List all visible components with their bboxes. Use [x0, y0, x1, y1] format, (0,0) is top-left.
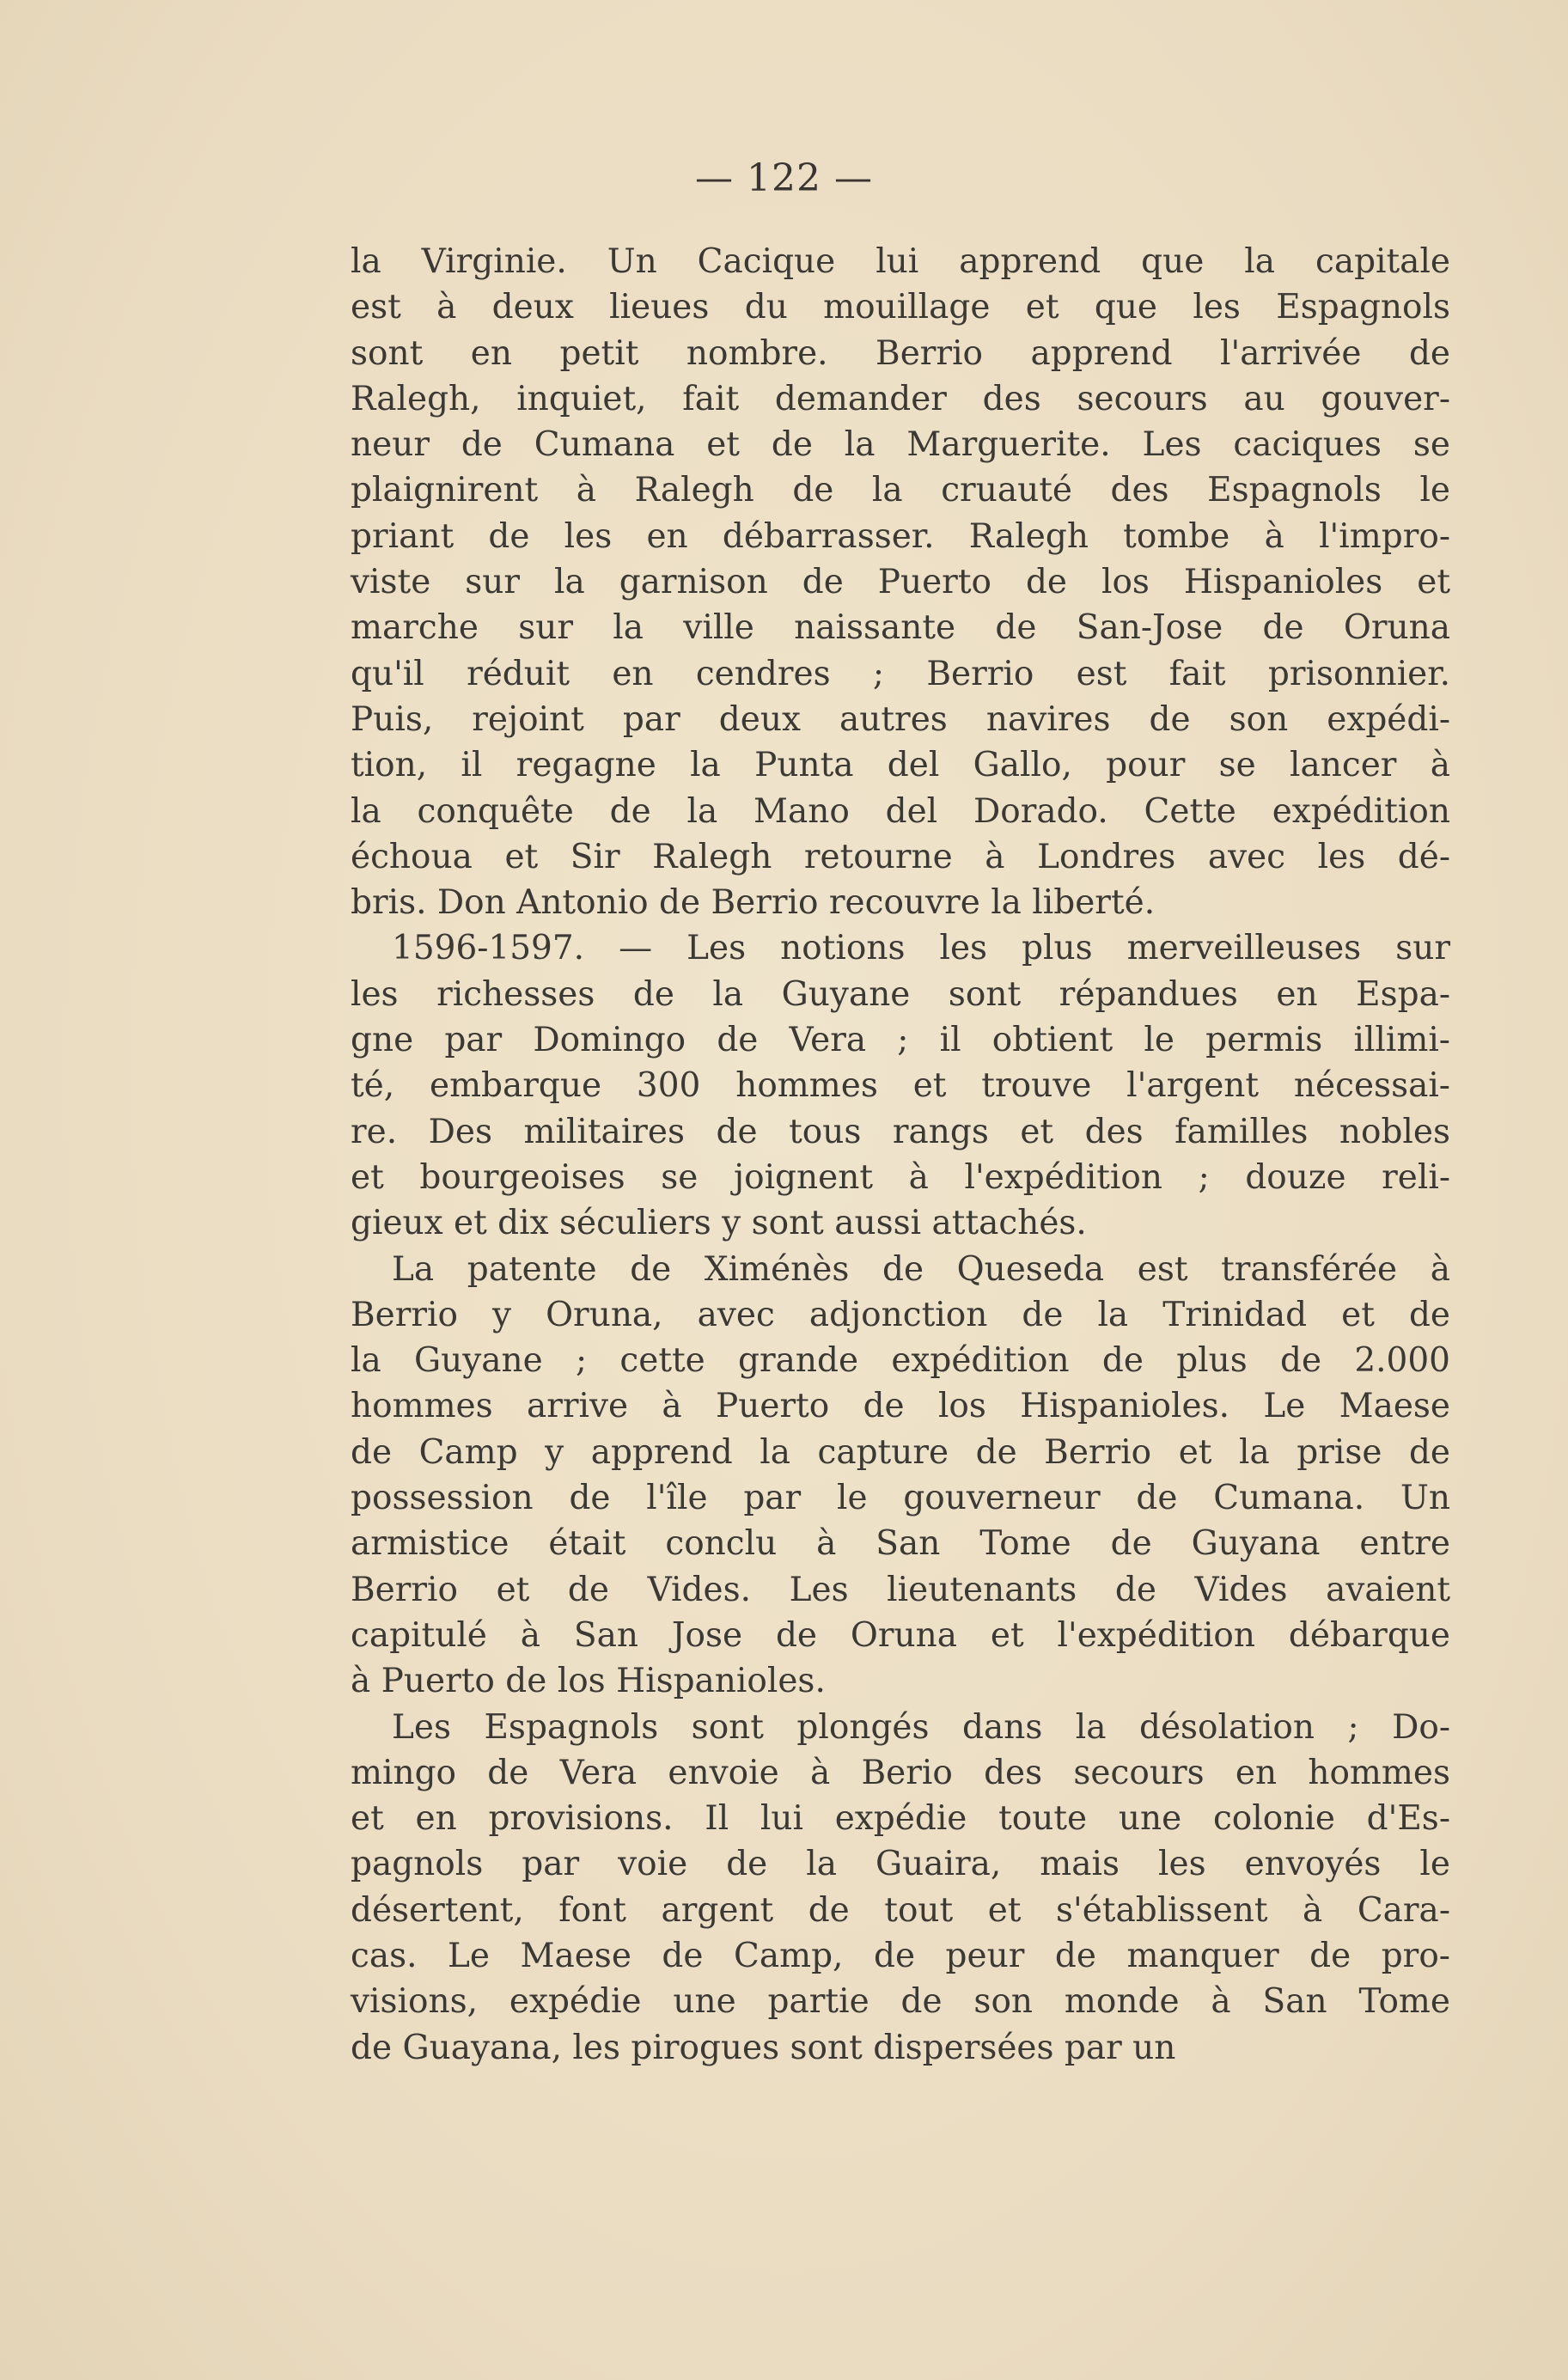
- text-line: la conquête de la Mano del Dorado. Cette expédition: [351, 791, 1450, 831]
- text-line: té, embarque 300 hommes et trouve l'argent nécessai-: [351, 1066, 1450, 1106]
- text-line: capitulé à San Jose de Oruna et l'expédition débarque: [351, 1615, 1450, 1655]
- text-line: Puis, rejoint par deux autres navires de son expédi-: [351, 699, 1450, 739]
- text-line: la Guyane ; cette grande expédition de plus de 2.000: [351, 1341, 1450, 1381]
- text-line: de Camp y apprend la capture de Berrio et la prise de: [351, 1432, 1450, 1472]
- text-line: Berrio et de Vides. Les lieutenants de Vides avaient: [351, 1570, 1450, 1609]
- text-line: cas. Le Maese de Camp, de peur de manquer de pro-: [351, 1936, 1450, 1975]
- text-line: priant de les en débarrasser. Ralegh tombe à l'impro-: [351, 516, 1450, 556]
- page-number: — 122 —: [695, 156, 873, 200]
- text-line: qu'il réduit en cendres ; Berrio est fait prisonnier.: [351, 654, 1450, 693]
- text-line: échoua et Sir Ralegh retourne à Londres avec les dé-: [351, 837, 1450, 876]
- text-line: neur de Cumana et de la Marguerite. Les caciques se: [351, 425, 1450, 465]
- text-line: La patente de Ximénès de Queseda est transférée à: [392, 1249, 1450, 1289]
- text-line: gne par Domingo de Vera ; il obtient le permis illimi-: [351, 1021, 1450, 1060]
- text-line: les richesses de la Guyane sont répandues en Espa-: [351, 974, 1450, 1014]
- text-line: 1596-1597. — Les notions les plus merveilleuses sur: [392, 929, 1450, 968]
- text-line: sont en petit nombre. Berrio apprend l'arrivée de: [351, 333, 1450, 373]
- text-line: hommes arrive à Puerto de los Hispanioles. Le Maese: [351, 1387, 1450, 1426]
- text-line: viste sur la garnison de Puerto de los Hispanioles et: [351, 563, 1450, 602]
- text-line: marche sur la ville naissante de San-Jose de Oruna: [351, 608, 1450, 648]
- text-line: visions, expédie une partie de son monde à San Tome: [351, 1982, 1450, 2022]
- body-text: [351, 239, 1450, 2071]
- text-line: Berrio y Oruna, avec adjonction de la Trinidad et de: [351, 1295, 1450, 1334]
- text-line: de Guayana, les pirogues sont dispersées par un: [351, 2028, 1176, 2067]
- paragraph: [351, 239, 1450, 925]
- text-line: est à deux lieues du mouillage et que les Espagnols: [351, 288, 1450, 327]
- text-line: Ralegh, inquiet, fait demander des secours au gouver-: [351, 379, 1450, 418]
- text-line: à Puerto de los Hispanioles.: [351, 1662, 826, 1701]
- text-line: et en provisions. Il lui expédie toute une colonie d'Es-: [351, 1799, 1450, 1839]
- paragraph: [351, 1705, 1450, 2071]
- text-line: possession de l'île par le gouverneur de Cumana. Un: [351, 1479, 1450, 1518]
- text-line: mingo de Vera envoie à Berio des secours en hommes: [351, 1753, 1450, 1792]
- text-line: Les Espagnols sont plongés dans la désolation ; Do-: [392, 1707, 1450, 1747]
- text-line: tion, il regagne la Punta del Gallo, pour se lancer à: [351, 746, 1450, 785]
- paragraph: [351, 925, 1450, 1246]
- text-line: la Virginie. Un Cacique lui apprend que la capitale: [351, 242, 1450, 281]
- text-line: désertent, font argent de tout et s'établissent à Cara-: [351, 1890, 1450, 1930]
- text-line: armistice était conclu à San Tome de Guyana entre: [351, 1524, 1450, 1564]
- text-line: bris. Don Antonio de Berrio recouvre la liberté.: [351, 883, 1156, 923]
- text-line: plaignirent à Ralegh de la cruauté des Espagnols le: [351, 471, 1450, 510]
- text-line: gieux et dix séculiers y sont aussi attachés.: [351, 1204, 1087, 1243]
- text-line: et bourgeoises se joignent à l'expédition ; douze reli-: [351, 1157, 1450, 1197]
- text-line: re. Des militaires de tous rangs et des familles nobles: [351, 1112, 1450, 1151]
- paragraph: [351, 1247, 1450, 1705]
- text-line: pagnols par voie de la Guaira, mais les envoyés le: [351, 1845, 1450, 1884]
